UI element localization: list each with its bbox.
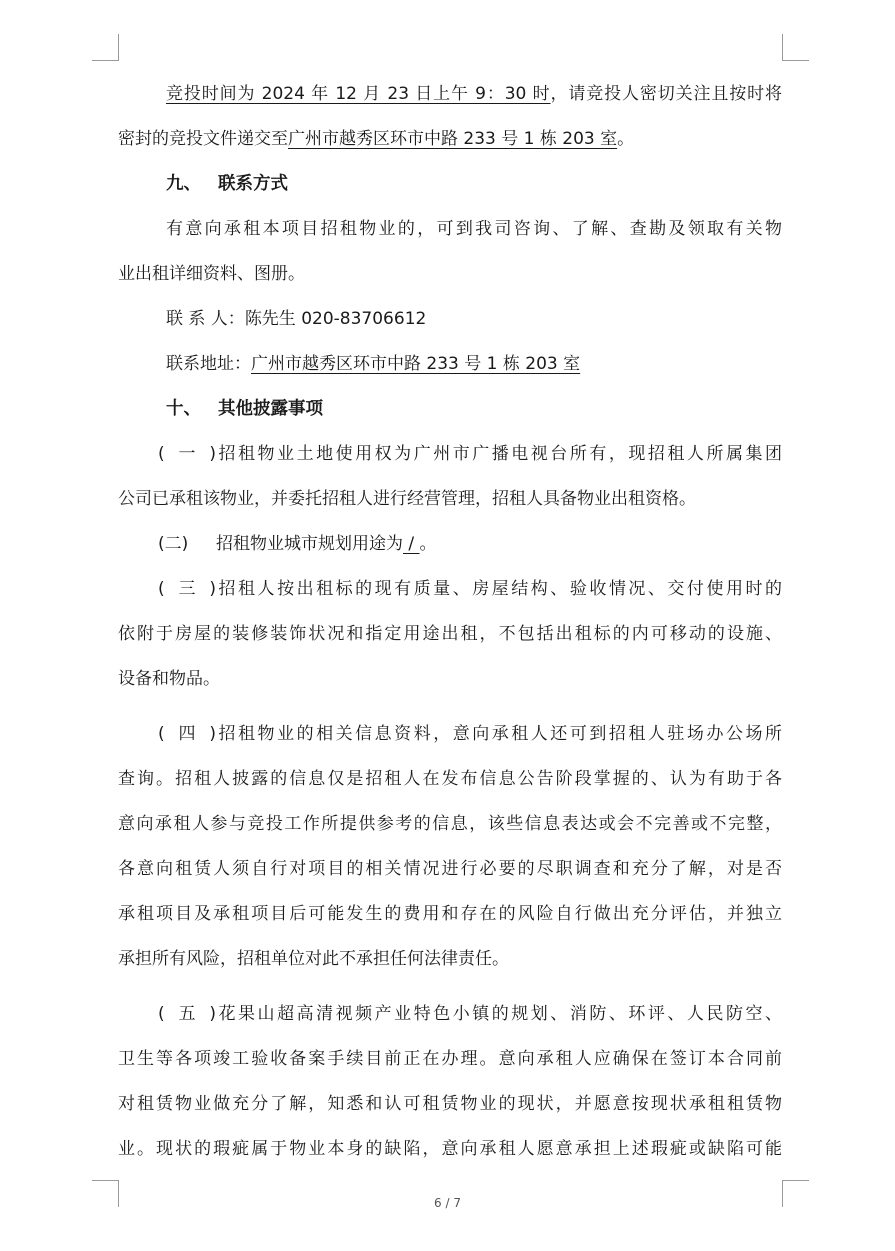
item2-line: (二) 招租物业城市规划用途为 / 。 <box>158 534 437 554</box>
item4-line-6: 承担所有风险，招租单位对此不承担任何法律责任。 <box>118 949 509 969</box>
item3-line-3: 设备和物品。 <box>118 669 220 689</box>
address-value: 广州市越秀区环市中路 233 号 1 栋 203 室 <box>251 354 581 374</box>
section9-para-line-2: 业出租详细资料、图册。 <box>118 264 305 284</box>
item4-line-4: 各意向租赁人须自行对项目的相关情况进行必要的尽职调查和充分了解，对是否 <box>118 859 782 879</box>
item5-line-2: 卫生等各项竣工验收备案手续目前正在办理。意向承租人应确保在签订本合同前 <box>118 1049 782 1069</box>
item4-line-3: 意向承租人参与竞投工作所提供参考的信息，该些信息表达或会不完善或不完整， <box>118 814 782 834</box>
page-number: 6 / 7 <box>434 1196 461 1210</box>
contact-label: 联 系 人： <box>166 309 245 329</box>
bid-time: 竞投时间为 2024 年 12 月 23 日上午 9：30 时 <box>166 84 551 104</box>
crop-mark-top-left <box>92 34 119 61</box>
item1-line-1: (一)招租物业土地使用权为广州市广播电视台所有，现招租人所属集团 <box>158 444 782 464</box>
item5-line-1: (五)花果山超高清视频产业特色小镇的规划、消防、环评、人民防空、 <box>158 1004 782 1024</box>
item5-line-4: 业。现状的瑕疵属于物业本身的缺陷，意向承租人愿意承担上述瑕疵或缺陷可能 <box>118 1139 782 1159</box>
contact-person-line <box>118 297 782 342</box>
crop-mark-top-right <box>782 34 809 61</box>
section8-line-1: 竞投时间为 2024 年 12 月 23 日上午 9：30 时，请竞投人密切关注且按时将 <box>166 84 782 104</box>
section10-heading: 十、 其他披露事项 <box>166 399 323 419</box>
item3-line-1: (三)招租人按出租标的现有质量、房屋结构、验收情况、交付使用时的 <box>158 579 782 599</box>
section9-heading: 九、 联系方式 <box>166 174 288 194</box>
section9-para-line-1: 有意向承租本项目招租物业的，可到我司咨询、了解、查勘及领取有关物 <box>166 219 782 239</box>
contact-value: 陈先生 020-83706612 <box>244 309 427 329</box>
item4-line-1: (四)招租物业的相关信息资料，意向承租人还可到招租人驻场办公场所 <box>158 724 782 744</box>
item5-line-3: 对租赁物业做充分了解，知悉和认可租赁物业的现状，并愿意按现状承租租赁物 <box>118 1094 782 1114</box>
item1-line-2: 公司已承租该物业，并委托招租人进行经营管理，招租人具备物业出租资格。 <box>118 489 696 509</box>
address-label: 联系地址： <box>166 354 251 374</box>
item3-line-2: 依附于房屋的装修装饰状况和指定用途出租，不包括出租标的内可移动的设施、 <box>118 624 782 644</box>
document-body <box>118 72 782 1172</box>
planning-use-value: / <box>403 534 420 554</box>
item4-line-5: 承租项目及承租项目后可能发生的费用和存在的风险自行做出充分评估，并独立 <box>118 904 782 924</box>
submission-address: 广州市越秀区环市中路 233 号 1 栋 203 室 <box>288 129 618 149</box>
section8-line-2: 密封的竞投文件递交至广州市越秀区环市中路 233 号 1 栋 203 室。 <box>118 129 635 149</box>
item4-line-2: 查询。招租人披露的信息仅是招租人在发布信息公告阶段掌握的、认为有助于各 <box>118 769 782 789</box>
contact-address-line <box>118 342 782 387</box>
